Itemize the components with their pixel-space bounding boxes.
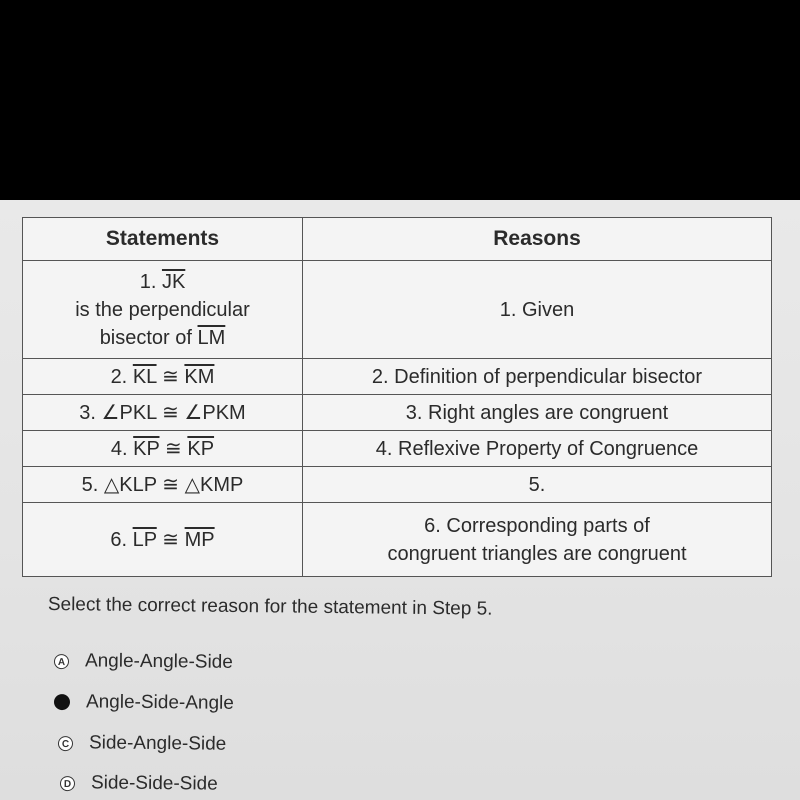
reason-cell: 3. Right angles are congruent [303, 395, 772, 431]
choice-a-label: Angle-Angle-Side [84, 650, 233, 673]
segment-jk: $\overline{JK}$ [161, 270, 186, 293]
statement-line: is the perpendicular [75, 298, 250, 321]
choice-c[interactable] [58, 732, 227, 756]
reason-cell: 4. Reflexive Property of Congruence [303, 431, 772, 467]
reason-cell: 1. Given [303, 261, 772, 359]
question-prompt: Select the correct reason for the statement in Step 5. [47, 594, 493, 620]
choice-c-radio[interactable]: C [58, 736, 73, 751]
header-statements: Statements [23, 218, 303, 261]
choice-b-label: Angle-Side-Angle [85, 691, 234, 714]
segment-lm: $\overline{LM}$ [197, 326, 226, 349]
choice-d[interactable] [60, 772, 218, 796]
screen [0, 200, 800, 800]
choice-b-radio-selected[interactable] [54, 694, 70, 710]
choice-c-label: Side-Angle-Side [88, 732, 227, 755]
choice-a-radio[interactable]: A [54, 654, 69, 669]
choice-d-label: Side-Side-Side [90, 772, 218, 795]
answer-choices [0, 200, 800, 800]
statement-cell: 3. ∠PKL ≅ ∠PKM [23, 395, 303, 431]
choice-a[interactable] [54, 650, 233, 674]
statement-cell: 2. $\overline{KL}$ ≅ $\overline{KM}$ [23, 359, 303, 395]
statement-cell: 5. △KLP ≅ △KMP [23, 467, 303, 503]
reason-cell: 2. Definition of perpendicular bisector [303, 359, 772, 395]
statement-line: bisector of $\overline{LM}$ [99, 326, 226, 349]
statement-line: 1. $\overline{JK}$ [139, 270, 186, 293]
statement-cell: 6. $\overline{LP}$ ≅ $\overline{MP}$ [23, 503, 303, 577]
reason-cell: 5. [303, 467, 772, 503]
statement-cell: 4. $\overline{KP}$ ≅ $\overline{KP}$ [23, 431, 303, 467]
choice-d-radio[interactable]: D [60, 776, 75, 791]
choice-b[interactable] [54, 691, 234, 715]
header-reasons: Reasons [303, 218, 772, 261]
reason-cell: 6. Corresponding parts of congruent triangles are congruent [303, 503, 772, 577]
